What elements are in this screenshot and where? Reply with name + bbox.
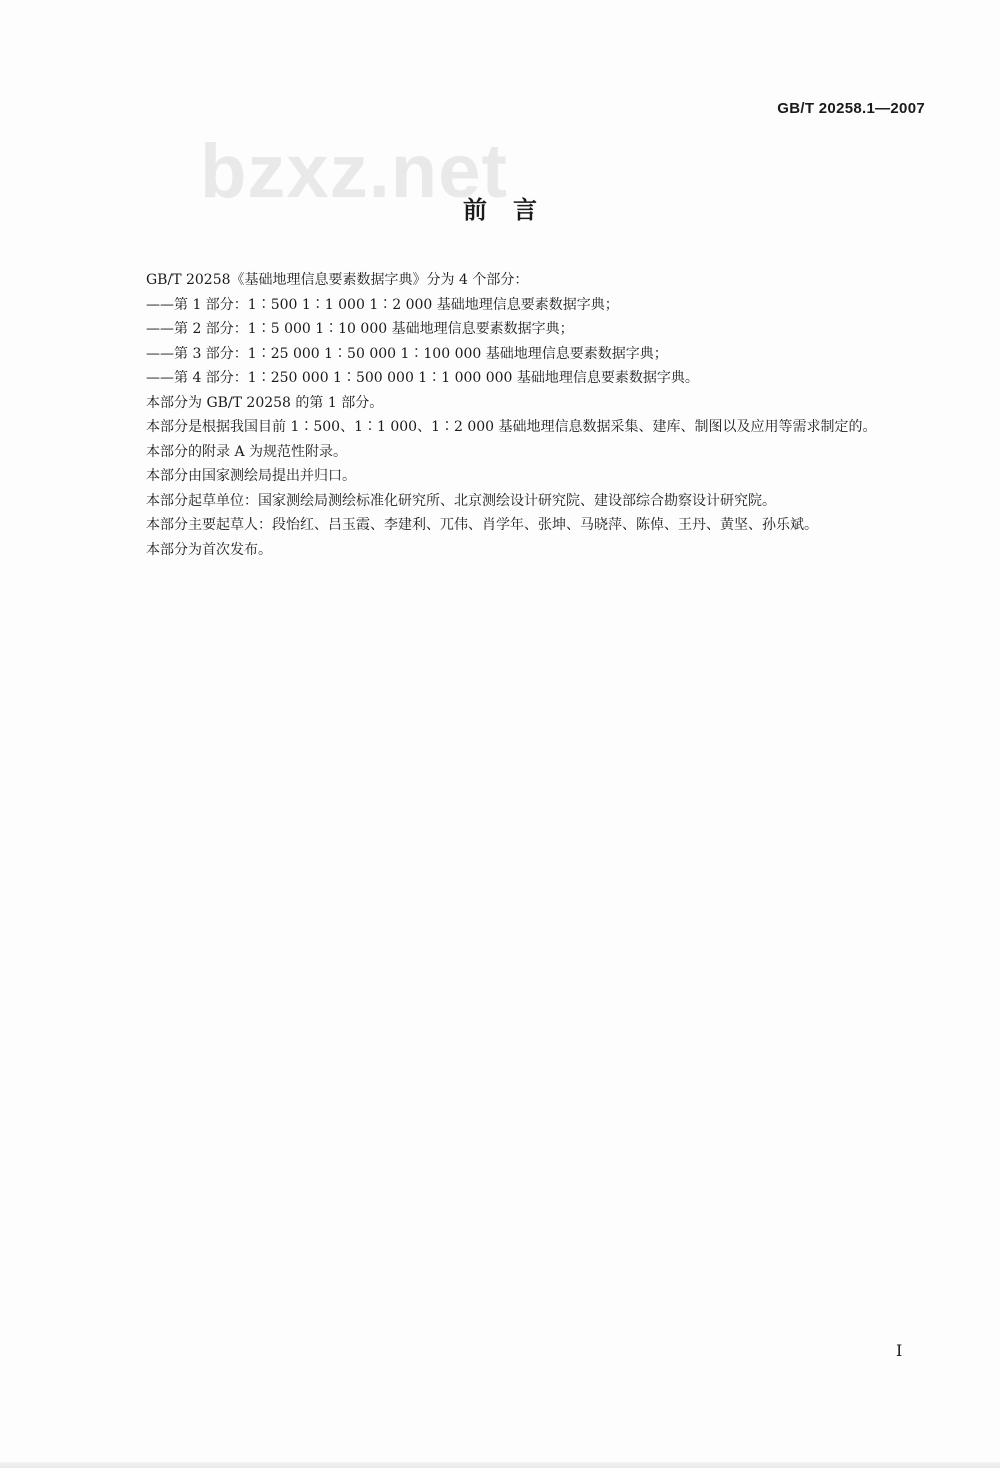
list-item-part2: ——第 2 部分：1∶5 000 1∶10 000 基础地理信息要素数据字典； <box>146 321 574 337</box>
paragraph-this-part: 本部分为 GB/T 20258 的第 1 部分。 <box>146 394 384 411</box>
list-item-part1: ——第 1 部分：1∶500 1∶1 000 1∶2 000 基础地理信息要素数据字典； <box>146 296 619 313</box>
foreword-body <box>108 268 926 562</box>
paragraph-intro: GB/T 20258《基础地理信息要素数据字典》分为 4 个部分： <box>146 272 529 288</box>
list-item-part4: ——第 4 部分：1∶250 000 1∶500 000 1∶1 000 000 基础地理信息要素数据字典。 <box>146 370 699 386</box>
paragraph-drafters: 本部分主要起草人：段怡红、吕玉霞、李建利、兀伟、肖学年、张坤、马晓萍、陈倬、王丹、黄坚、孙乐斌。 <box>146 517 818 533</box>
page-bottom-edge <box>0 1462 1000 1468</box>
page-title: 前言 <box>463 196 563 224</box>
standard-number: GB/T 20258.1—2007 <box>777 100 925 117</box>
paragraph-first-release: 本部分为首次发布。 <box>146 541 272 558</box>
paragraph-drafting-units: 本部分起草单位：国家测绘局测绘标准化研究所、北京测绘设计研究院、建设部综合勘察设计研究院。 <box>146 492 776 509</box>
page-number: I <box>896 1341 903 1360</box>
list-item-part3: ——第 3 部分：1∶25 000 1∶50 000 1∶100 000 基础地理信息要素数据字典； <box>146 345 668 362</box>
watermark-logo: bzxz.net <box>200 129 508 214</box>
paragraph-proposer: 本部分由国家测绘局提出并归口。 <box>146 468 356 484</box>
paragraph-annex: 本部分的附录 A 为规范性附录。 <box>146 443 348 460</box>
paragraph-basis: 本部分是根据我国目前 1∶500、1∶1 000、1∶2 000 基础地理信息数据采集、建库、制图以及应用等需求制定的。 <box>146 419 877 435</box>
